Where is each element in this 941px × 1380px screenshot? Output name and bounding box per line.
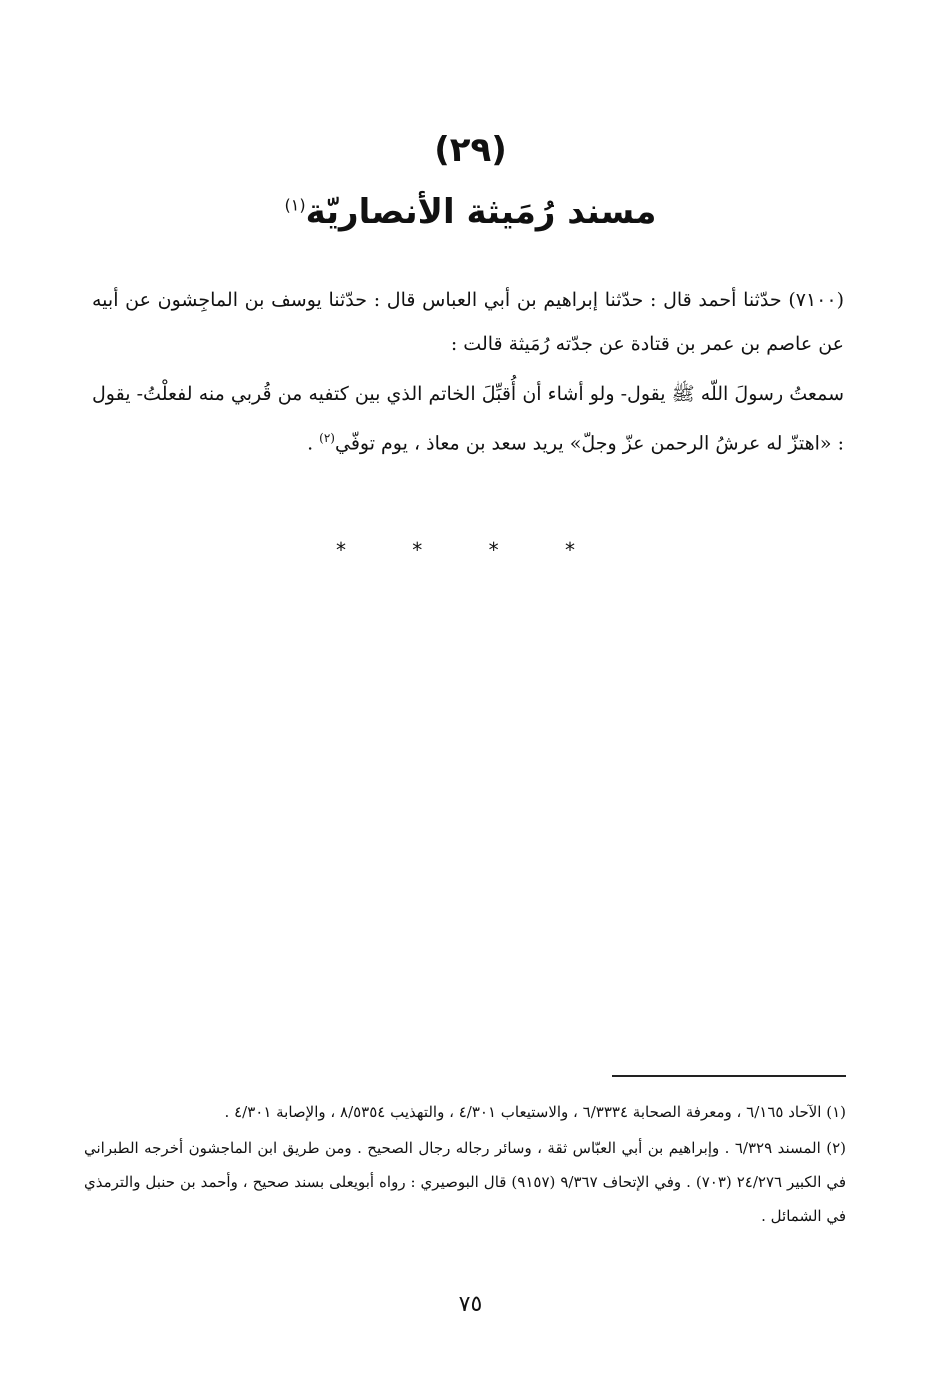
chapter-title — [0, 192, 941, 232]
hadith-matn-paragraph — [92, 372, 844, 465]
section-separator: * * * * — [335, 538, 606, 562]
chapter-number: (٢٩) — [434, 130, 507, 170]
footnote-rule — [612, 1075, 846, 1077]
hadith-text — [92, 278, 844, 471]
chapter-title-text: مسند رُمَيثة الأنصاريّة — [305, 192, 657, 232]
hadith-footnote-ref: (٢) — [319, 431, 335, 445]
page-number: ٧٥ — [458, 1292, 483, 1317]
footnotes — [84, 1095, 846, 1235]
hadith-matn-end: . — [307, 432, 320, 455]
hadith-matn-text: سمعتُ رسولَ اللّه ﷺ يقول- ولو أشاء أن أُقبِّلَ الخاتم الذي بين كتفيه من قُربي منه لفعلْتُ- يقول : «اهتزّ له عرشُ الرحمن عزّ وجلّ» يريد سعد بن معاذ ، يوم توفّي — [92, 383, 844, 455]
footnote-2: (٢) المسند ٦/٣٢٩ . وإبراهيم بن أبي العبّاس ثقة ، وسائر رجاله رجال الصحيح . ومن طريق ابن الماجشون أخرجه الطبراني في الكبير ٢٤/٢٧٦ (٧٠٣) . وفي الإتحاف ٩/٣٦٧ (٩١٥٧) قال البوصيري : رواه أبويعلى بسند صحيح ، وأحمد بن حنبل والترمذي في الشمائل . — [84, 1139, 847, 1225]
hadith-isnad-paragraph: (٧١٠٠) حدّثنا أحمد قال : حدّثنا إبراهيم بن أبي العباس قال : حدّثنا يوسف بن الماجِشون عن أبيه عن عاصم بن عمر بن قتادة عن جدّته رُمَيثة قالت : — [92, 289, 844, 355]
footnote-1: (١) الآحاد ٦/١٦٥ ، ومعرفة الصحابة ٦/٣٣٣٤ ، والاستيعاب ٤/٣٠١ ، والتهذيب ٨/٥٣٥٤ ، والإصابة ٤/٣٠١ . — [224, 1103, 846, 1121]
chapter-title-footnote-ref: (١) — [284, 195, 306, 215]
